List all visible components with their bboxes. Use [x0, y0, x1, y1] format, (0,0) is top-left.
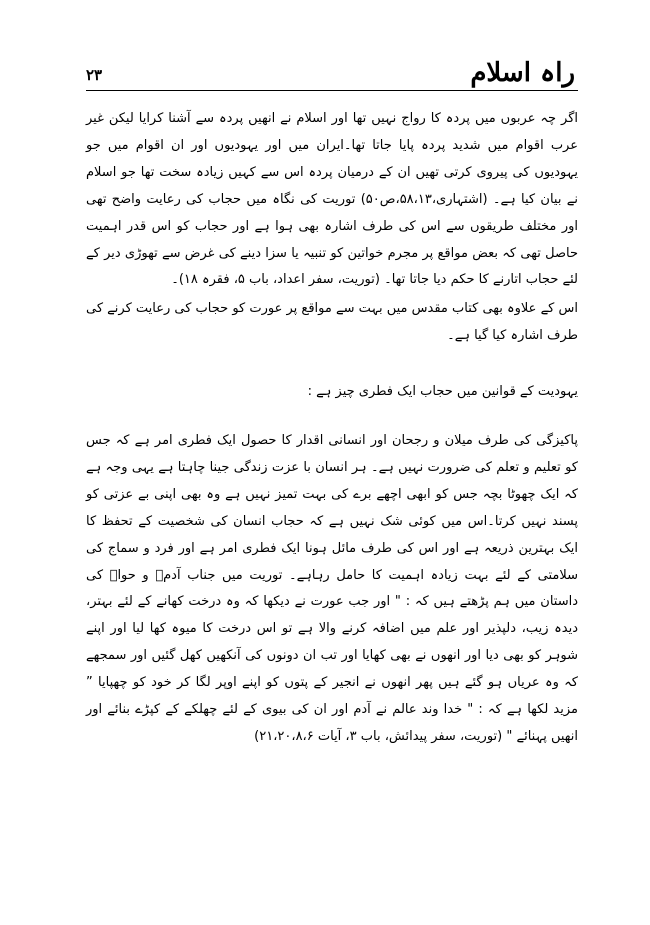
running-header-title: راہ اسلام: [470, 58, 575, 88]
page-number: ۲۳: [86, 66, 103, 84]
paragraph-2: اس کے علاوہ بھی کتاب مقدس میں بہت سے مواقع پر عورت کو حجاب کی رعایت کرنے کی طرف اشارہ کیا گیا ہے۔: [86, 301, 578, 343]
paragraph-3: پاکیزگی کی طرف میلان و رجحان اور انسانی اقدار کا حصول ایک فطری امر ہے کہ جس کو تعلیم و تعلم کی ضرورت نہیں ہے۔ ہر انسان با عزت زندگی جینا چاہتا ہے یہی وجہ ہے کہ ایک چھوٹا بچہ جس کو ابھی اچھے برے کی بہت تمیز نہیں ہے وہ بھی اپنی بے عزتی کو پسند نہیں کرتا۔اس میں کوئی شک نہیں ہے کہ حجاب انسان کی شخصیت کے تحفظ کا ایک بہترین ذریعہ ہے اور اس کی طرف مائل ہونا ایک فطری امر ہے اور فرد و سماج کی سلامتی کے لئے بہت زیادہ اہمیت کا حامل رہاہے۔ توریت میں جناب آدمؑ و حواؑ کی داستان میں ہم پڑھتے ہیں کہ : " اور جب عورت نے دیکھا کہ وہ درخت کھانے کے لئے بہتر، دیدہ زیب، دلپذیر اور علم میں اضافہ کرنے والا ہے تو اس درخت کا میوہ کھا لیا اور اپنے شوہر کو بھی دیا اور انھوں نے بھی کھایا اور تب ان دونوں کی آنکھیں کھل گئیں اور سمجھے کہ وہ عریاں ہو گئے ہیں پھر انھوں نے انجیر کے پتوں کو اپنے اوپر لگا کر خود کو چھپایا ” مزید لکھا ہے کہ : " خدا وند عالم نے آدم اور ان کی بیوی کے لئے چھلکے کے کپڑے بنائے اور انھیں پہنائے " (توریت، سفر پیدائش، باب ۳، آیات ۲۱،۲۰،۸،۶): [86, 433, 578, 744]
paragraph-1: اگر چہ عربوں میں پردہ کا رواج نہیں تھا اور اسلام نے انھیں پردہ سے آشنا کرایا لیکن غیر عرب اقوام میں شدید پردہ پایا جاتا تھا۔ایران میں اور یہودیوں اور ان اقوام میں جو یہودیوں کی پیروی کرتی تھیں ان کے درمیان پردہ اس سے کہیں زیادہ سخت تھا جو اسلام نے بیان کیا ہے۔ (اشتہاری،۵۸،۱۳،ص۵۰) توریت کی نگاہ میں حجاب کی رعایت واضح تھی اور مختلف طریقوں سے اس کی طرف اشارہ بھی ہوا ہے اور حجاب کو اس قدر اہمیت حاصل تھی کہ بعض مواقع پر مجرم خواتین کو تنبیہ یا سزا دینے کی غرض سے تھوڑی دیر کے لئے حجاب اتارنے کا حکم دیا جاتا تھا۔ (توریت، سفر اعداد، باب ۵، فقرہ ۱۸)۔: [86, 111, 578, 288]
section-heading: یہودیت کے قوانین میں حجاب ایک فطری چیز ہے :: [307, 384, 578, 399]
header-divider: [86, 90, 578, 91]
